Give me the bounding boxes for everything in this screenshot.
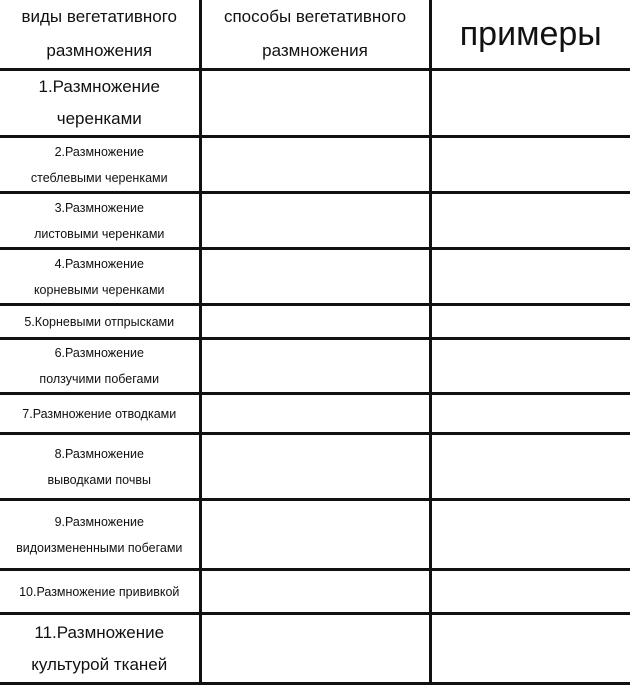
row-5-type: [0, 305, 200, 339]
row-5-line-1: 5.Корневыми отпрысками: [24, 314, 175, 329]
header-row: [0, 0, 630, 70]
table-row: [0, 137, 630, 193]
row-4-type: [0, 249, 200, 305]
table-row: [0, 305, 630, 339]
row-5-methods-cell[interactable]: [200, 305, 430, 339]
row-6-line-2: ползучими побегами: [39, 372, 160, 386]
header-examples: примеры: [430, 0, 630, 70]
row-9-examples-cell[interactable]: [430, 500, 630, 570]
row-3-line-1: 3.Размножение: [54, 200, 144, 215]
table-row: [0, 249, 630, 305]
header-methods-line-2: размножения: [262, 41, 368, 60]
row-8-line-2: выводками почвы: [47, 472, 151, 487]
row-8-examples-cell[interactable]: [430, 434, 630, 500]
row-6-type: [0, 339, 200, 394]
table-row: [0, 394, 630, 434]
row-3-line-2: листовыми черенками: [34, 226, 165, 241]
row-4-line-1: 4.Размножение: [54, 256, 144, 271]
row-1-examples-cell[interactable]: [430, 70, 630, 137]
row-6-examples-cell[interactable]: [430, 339, 630, 394]
row-7-line-1: 7.Размножение отводками: [22, 406, 177, 421]
table-row: [0, 339, 630, 394]
table-row: [0, 193, 630, 249]
table-row: [0, 70, 630, 137]
row-7-methods-cell[interactable]: [200, 394, 430, 434]
row-1-line-1: 1.Размножение: [38, 77, 160, 96]
row-10-examples-cell[interactable]: [430, 570, 630, 614]
row-10-methods-cell[interactable]: [200, 570, 430, 614]
row-9-line-1: 9.Размножение: [54, 514, 144, 529]
header-types: [0, 0, 200, 70]
row-8-line-1: 8.Размножение: [54, 446, 144, 461]
row-11-type: [0, 614, 200, 684]
row-10-line-1: 10.Размножение прививкой: [19, 584, 180, 599]
row-7-type: [0, 394, 200, 434]
row-2-type: [0, 137, 200, 193]
row-8-methods-cell[interactable]: [200, 434, 430, 500]
row-9-type: [0, 500, 200, 570]
row-1-methods-cell[interactable]: [200, 70, 430, 137]
row-11-line-2: культурой тканей: [31, 654, 168, 674]
row-2-line-2: стеблевыми черенками: [30, 170, 168, 185]
row-4-methods-cell[interactable]: [200, 249, 430, 305]
row-3-examples-cell[interactable]: [430, 193, 630, 249]
row-2-methods-cell[interactable]: [200, 137, 430, 193]
row-8-type: [0, 434, 200, 500]
row-7-examples-cell[interactable]: [430, 394, 630, 434]
row-11-methods-cell[interactable]: [200, 614, 430, 684]
row-1-type: [0, 70, 200, 137]
row-5-examples-cell[interactable]: [430, 305, 630, 339]
row-2-examples-cell[interactable]: [430, 137, 630, 193]
row-4-line-2: корневыми черенками: [33, 282, 165, 297]
row-3-methods-cell[interactable]: [200, 193, 430, 249]
table-row: [0, 570, 630, 614]
header-types-line-2: размножения: [46, 41, 153, 60]
row-2-line-1: 2.Размножение: [54, 144, 144, 159]
header-methods-line-1: способы вегетативного: [223, 7, 407, 26]
row-11-line-1: 11.Размножение: [34, 622, 165, 642]
row-9-methods-cell[interactable]: [200, 500, 430, 570]
header-methods: [200, 0, 430, 70]
table-row: [0, 500, 630, 570]
row-10-type: [0, 570, 200, 614]
table-row: [0, 614, 630, 684]
row-3-type: [0, 193, 200, 249]
table-row: [0, 434, 630, 500]
row-6-methods-cell[interactable]: [200, 339, 430, 394]
row-6-line-1: 6.Размножение: [54, 346, 144, 360]
row-9-line-2: видоизмененными побегами: [16, 540, 183, 555]
row-4-examples-cell[interactable]: [430, 249, 630, 305]
row-11-examples-cell[interactable]: [430, 614, 630, 684]
header-types-line-1: виды вегетативного: [21, 7, 177, 26]
row-1-line-2: черенками: [56, 109, 142, 128]
